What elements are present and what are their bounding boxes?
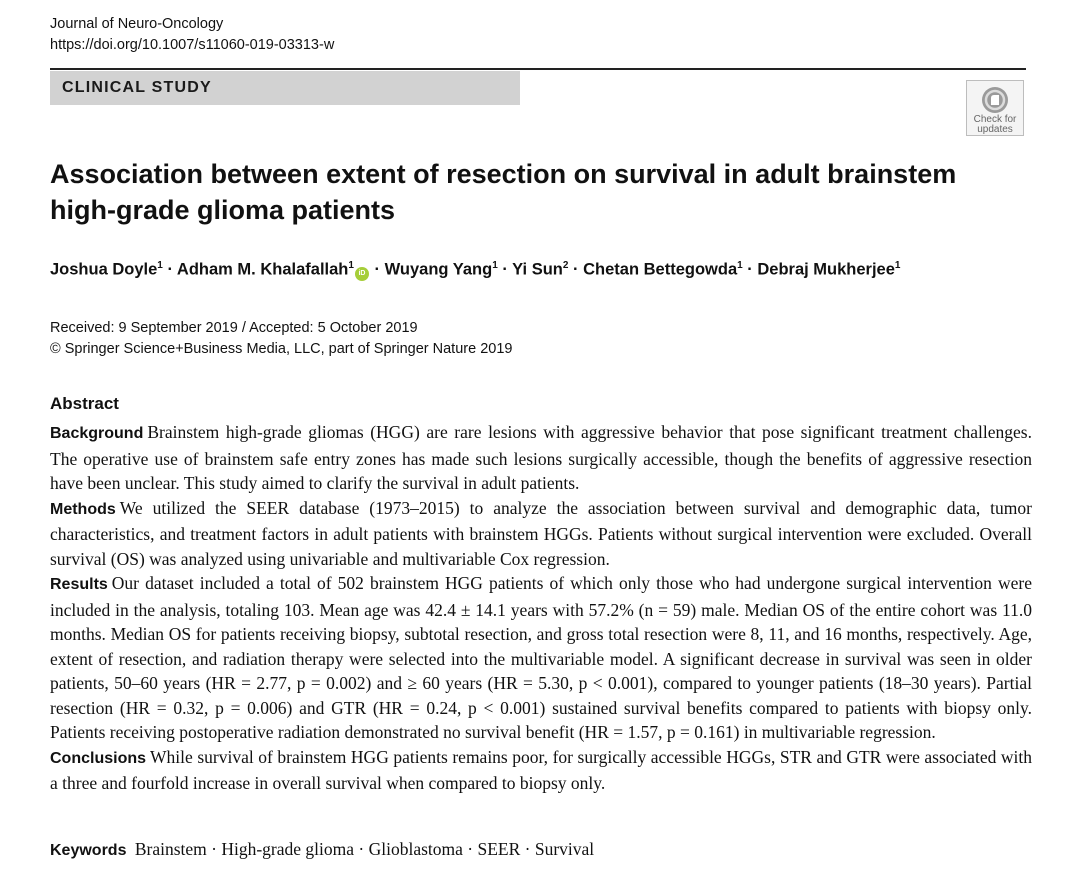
author-name[interactable]: Chetan Bettegowda	[583, 260, 738, 279]
copyright: © Springer Science+Business Media, LLC, part of Springer Nature 2019	[50, 341, 513, 357]
author-list	[50, 260, 900, 281]
author-separator: ·	[369, 260, 385, 279]
abstract-section-results	[50, 571, 1032, 745]
check-for-updates-badge[interactable]	[966, 80, 1024, 136]
doi-link[interactable]: https://doi.org/10.1007/s11060-019-03313-w	[50, 37, 335, 53]
orcid-icon[interactable]: iD	[355, 267, 369, 281]
keyword[interactable]: Brainstem	[134, 839, 207, 859]
abstract-section-text: While survival of brainstem HGG patients remains poor, for surgically accessible HGGs, STR and GTR were associated with a three and fourfold increase in overall survival when compared to biopsy only.	[50, 746, 1032, 793]
article-title	[50, 156, 1040, 228]
abstract-section-label: Results	[50, 576, 108, 593]
keyword[interactable]: SEER	[477, 839, 521, 859]
keyword[interactable]: Glioblastoma	[368, 839, 463, 859]
keyword[interactable]: High-grade glioma	[221, 839, 355, 859]
author-affiliation: 1	[157, 260, 163, 271]
abstract-section-text: Our dataset included a total of 502 brainstem HGG patients of which only those who had undergone surgical intervention were included in the analysis, totaling 103. Mean age was 42.4 ± 14.1 years with 57.2% (n = 59) male. Median OS of the entire cohort was 11.0 months. Median OS for patients receiving biopsy, subtotal resection, and gross total resection were 8, 11, and 16 months, respectively. Age, extent of resection, and radiation therapy were selected into the multivariable model. A significant decrease in survival was seen in older patients, 50–60 years (HR = 2.77, p = 0.002) and ≥ 60 years (HR = 5.30, p < 0.001), compared to younger patients (18–30 years). Partial resection (HR = 0.32, p = 0.006) and GTR (HR = 0.24, p < 0.001) sustained survival benefits compared to patients with biopsy only. Patients receiving postoperative radiation demonstrated no survival benefit (HR = 1.57, p = 0.161) in multivariable regression.	[50, 573, 1032, 742]
keywords-list	[135, 839, 594, 859]
abstract-section-label: Background	[50, 425, 144, 442]
article-title-line1: Association between extent of resection on survival in adult brainstem	[50, 159, 957, 189]
keyword-separator: ·	[520, 839, 535, 859]
section-label: CLINICAL STUDY	[50, 71, 520, 105]
keyword-separator: ·	[462, 839, 478, 859]
author-affiliation: 1	[348, 260, 354, 271]
author-separator: ·	[497, 260, 513, 279]
author-name[interactable]: Yi Sun	[512, 260, 563, 279]
author-separator: ·	[568, 260, 584, 279]
author-name[interactable]: Debraj Mukherjee	[757, 260, 895, 279]
article-title-line2: high-grade glioma patients	[50, 195, 396, 225]
keyword-separator: ·	[354, 839, 369, 859]
publication-dates	[50, 318, 512, 360]
journal-header	[50, 14, 334, 56]
author-name[interactable]: Joshua Doyle	[50, 260, 158, 279]
author-affiliation: 1	[492, 260, 498, 271]
author-name[interactable]: Wuyang Yang	[384, 260, 493, 279]
keyword[interactable]: Survival	[534, 839, 595, 859]
author-affiliation: 1	[894, 260, 901, 271]
abstract-section-methods	[50, 496, 1032, 572]
author-separator: ·	[742, 260, 758, 279]
journal-name: Journal of Neuro-Oncology	[50, 16, 224, 32]
author-affiliation: 1	[737, 260, 743, 271]
header-rule	[50, 68, 1026, 70]
abstract-section-text: We utilized the SEER database (1973–2015) to analyze the association between survival and demographic data, tumor characteristics, and treatment factors in adult patients with brainstem HGGs. Patients without surgical intervention were excluded. Overall survival (OS) was analyzed using univariable and multivariable Cox regression.	[50, 497, 1032, 569]
author-separator: ·	[162, 260, 177, 279]
abstract-section-conclusions	[50, 745, 1032, 796]
check-for-updates-line2: updates	[977, 124, 1013, 135]
abstract-section-label: Methods	[50, 500, 116, 518]
abstract-section-text: Brainstem high-grade gliomas (HGG) are rare lesions with aggressive behavior that pose significant treatment challenges. The operative use of brainstem safe entry zones has made such lesions surgically accessible, though the benefits of aggressive resection have been unclear. This study aimed to clarify the survival in adult patients.	[50, 422, 1032, 493]
abstract-section-background	[50, 420, 1032, 496]
author-affiliation: 2	[562, 260, 569, 271]
received-accepted: Received: 9 September 2019 / Accepted: 5 October 2019	[50, 320, 418, 336]
author-name[interactable]: Adham M. Khalafallah	[176, 260, 349, 279]
check-for-updates-icon	[980, 85, 1010, 115]
keyword-separator: ·	[206, 839, 222, 859]
keywords-label: Keywords	[50, 842, 127, 859]
keywords	[50, 839, 594, 860]
check-for-updates-line1: Check for	[973, 114, 1017, 125]
abstract-heading: Abstract	[50, 394, 119, 413]
abstract-body	[50, 420, 1032, 796]
abstract-section-label: Conclusions	[50, 749, 147, 767]
